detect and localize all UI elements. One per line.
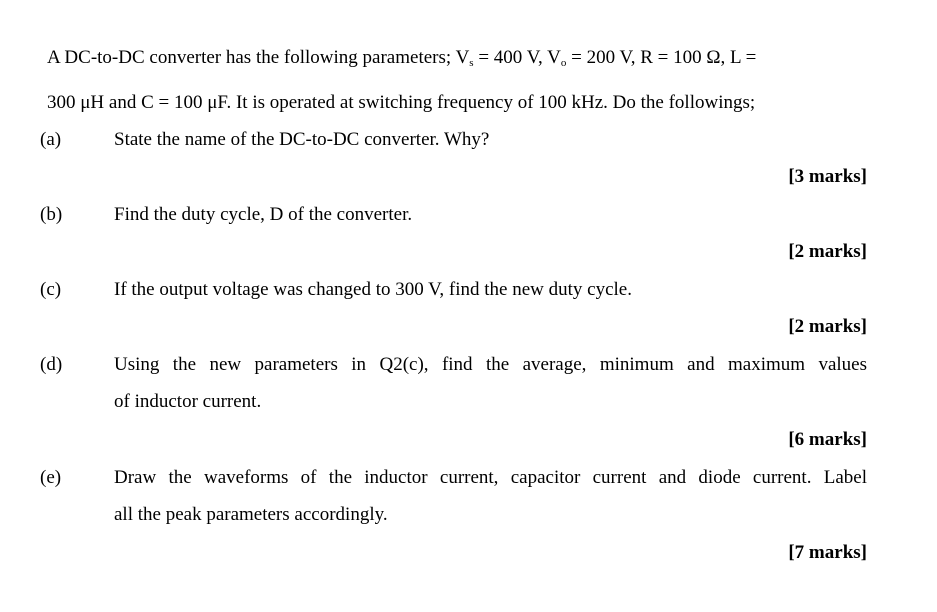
intro-text-2: = 400 V, V xyxy=(473,47,561,68)
question-b-text: Find the duty cycle, D of the converter. xyxy=(114,204,413,225)
question-a-marks: [3 marks] xyxy=(788,166,867,187)
question-d-marks: [6 marks] xyxy=(788,429,867,450)
vs-subscript: s xyxy=(469,57,474,69)
question-b-label: (b) xyxy=(40,204,63,225)
question-e-text-line-2: all the peak parameters accordingly. xyxy=(114,504,388,525)
intro-line-1 xyxy=(47,48,867,67)
vo-subscript: o xyxy=(560,57,567,69)
question-e-marks: [7 marks] xyxy=(788,542,867,563)
question-b-marks: [2 marks] xyxy=(788,241,867,262)
question-c-label: (c) xyxy=(40,279,62,300)
intro-text-1: A DC-to-DC converter has the following parameters; V xyxy=(47,47,470,68)
question-e-text-line-1: Draw the waveforms of the inductor current, capacitor current and diode current. Label xyxy=(114,467,867,488)
intro-line-2: 300 μH and C = 100 μF. It is operated at switching frequency of 100 kHz. Do the followings; xyxy=(47,92,756,113)
question-e-label: (e) xyxy=(40,467,62,488)
question-c-marks: [2 marks] xyxy=(788,316,867,337)
intro-text-3: = 200 V, R = 100 Ω, L = xyxy=(566,47,757,68)
question-a-label: (a) xyxy=(40,129,62,150)
question-d-text-line-1: Using the new parameters in Q2(c), find the average, minimum and maximum values xyxy=(114,354,867,375)
question-d-text-line-2: of inductor current. xyxy=(114,391,262,412)
question-c-text: If the output voltage was changed to 300 V, find the new duty cycle. xyxy=(114,279,632,300)
question-a-text: State the name of the DC-to-DC converter. Why? xyxy=(114,129,490,150)
question-d-label: (d) xyxy=(40,354,63,375)
